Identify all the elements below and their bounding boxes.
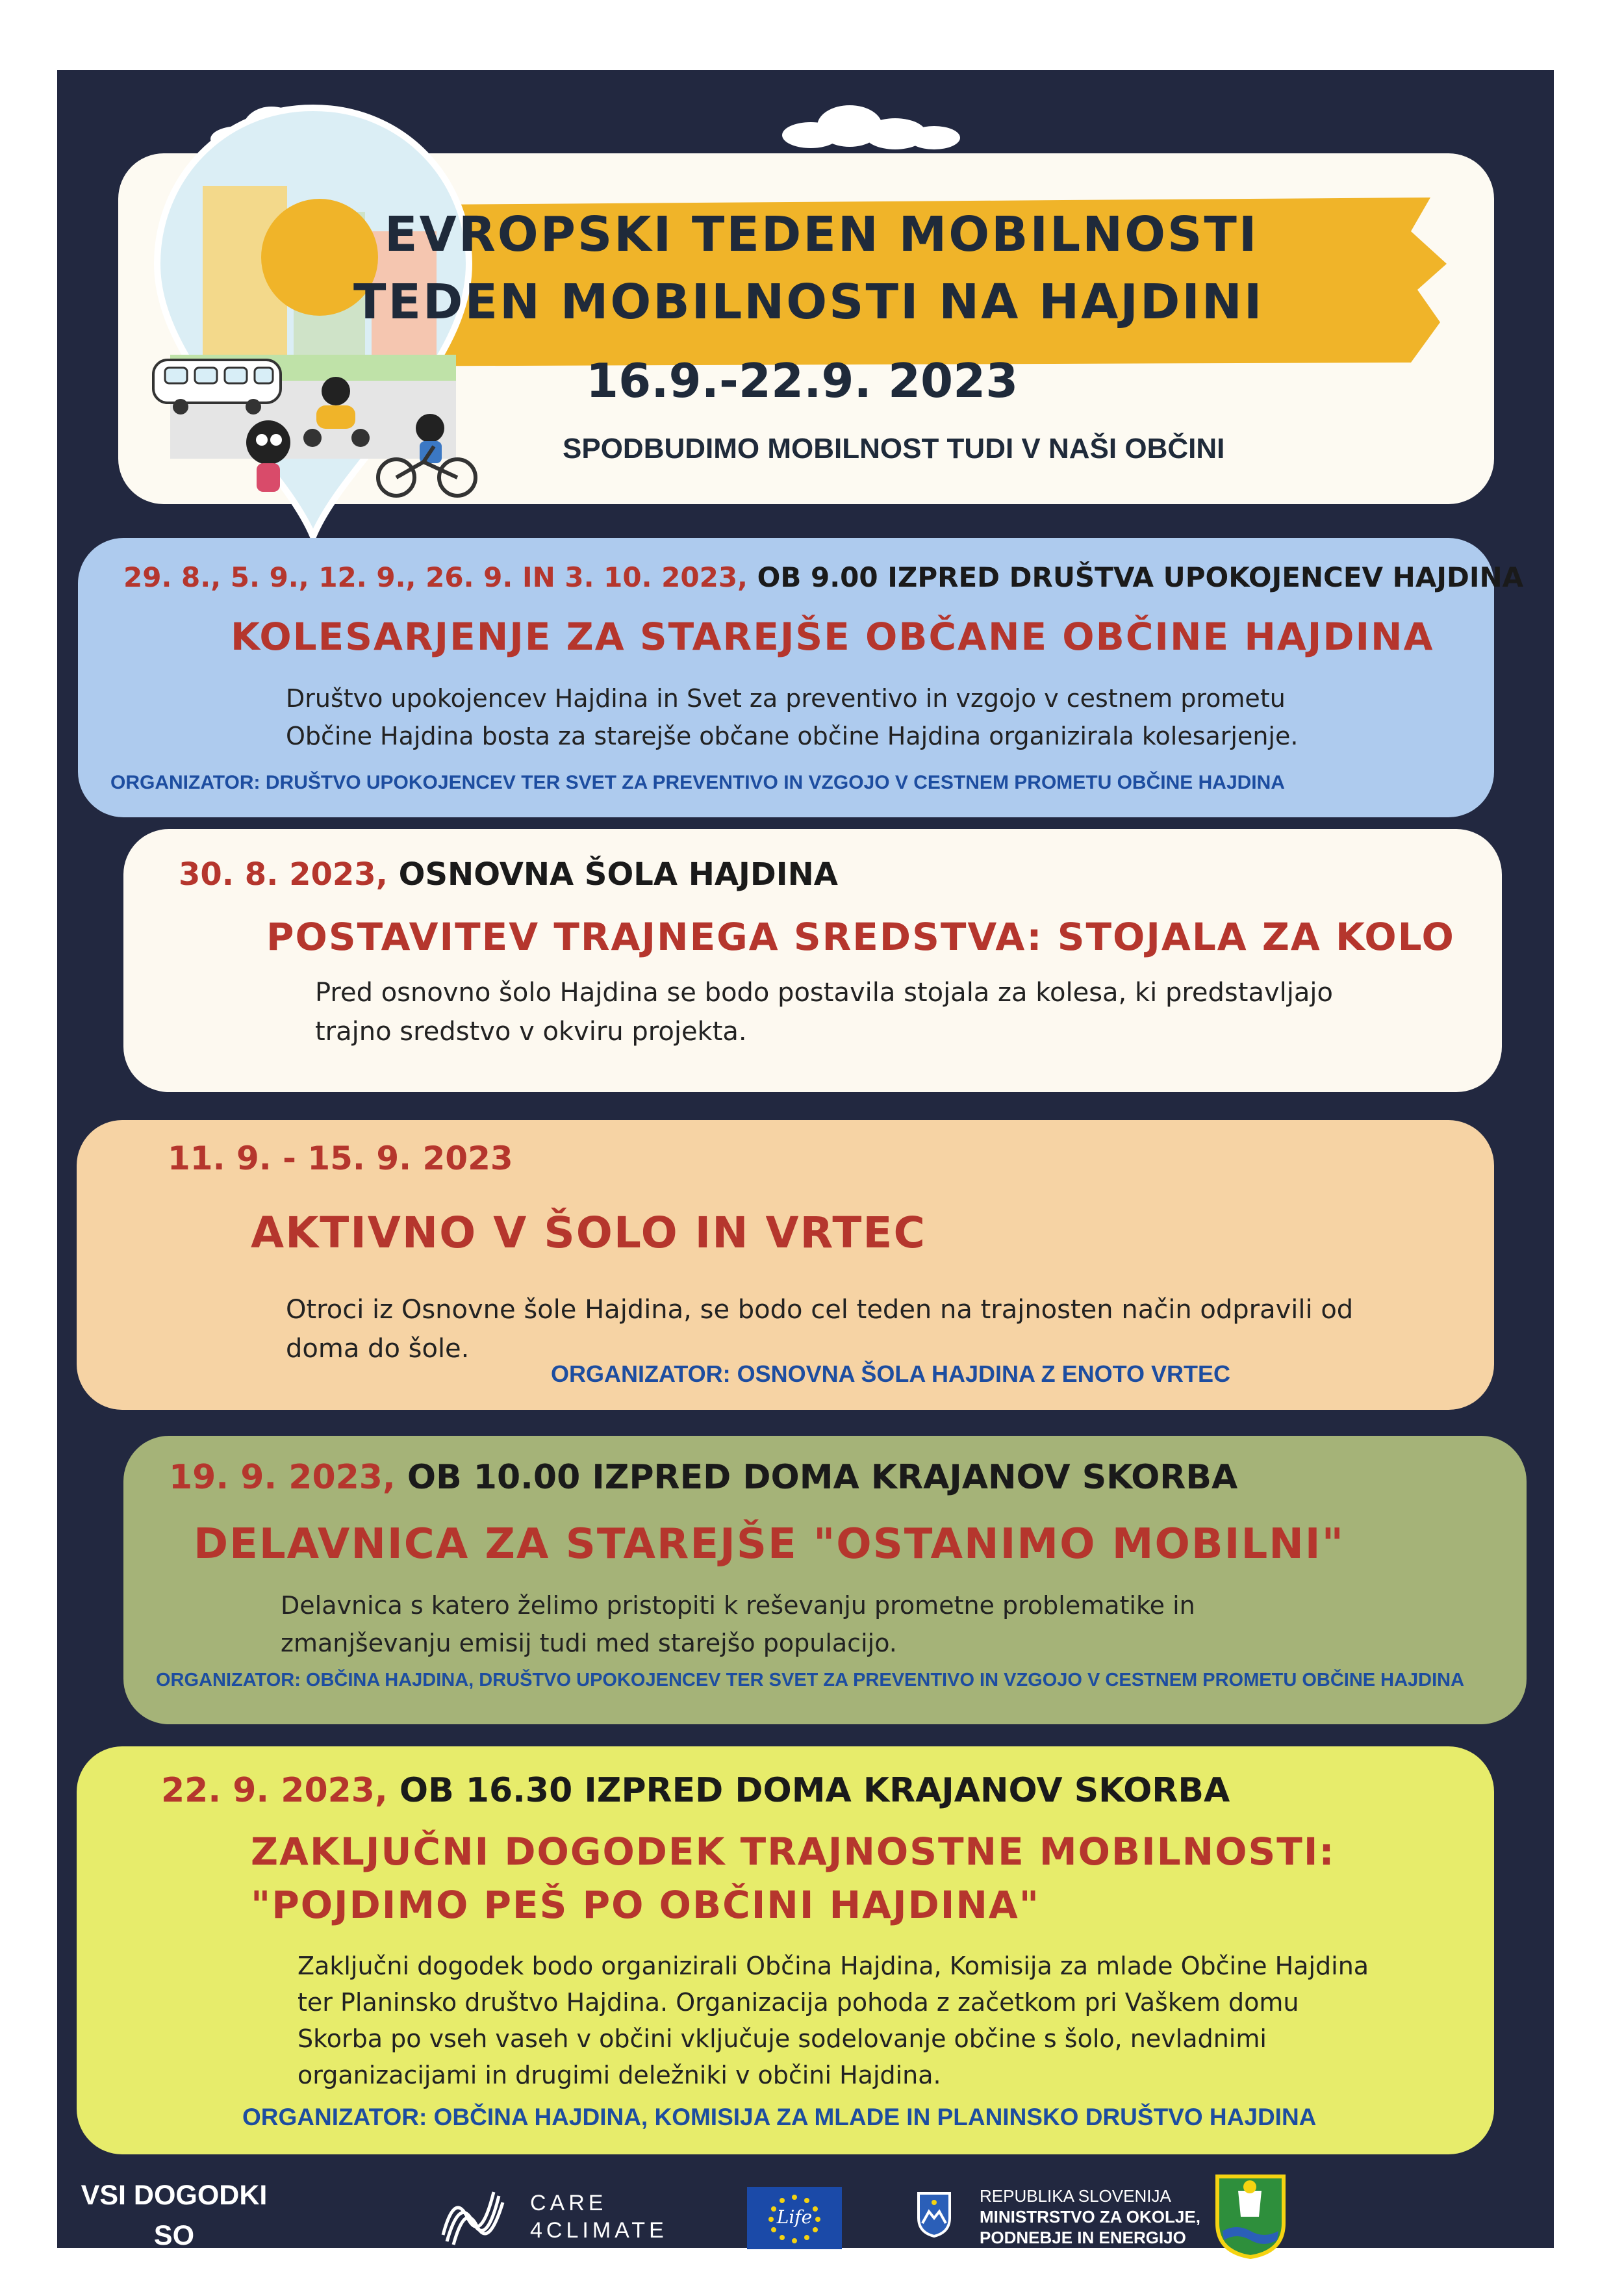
free-notice-line2: BREZPLAČNI bbox=[84, 2260, 264, 2291]
bus-icon bbox=[149, 355, 286, 416]
header-title-line2: TEDEN MOBILNOSTI NA HAJDINI bbox=[353, 274, 1264, 330]
event-header bbox=[123, 561, 1523, 593]
event-date: 22. 9. 2023, bbox=[161, 1771, 388, 1810]
care4climate-text bbox=[530, 2189, 668, 2244]
event-location: OB 9.00 IZPRED DRUŠTVA UPOKOJENCEV HAJDINA bbox=[757, 561, 1524, 593]
event-description bbox=[315, 973, 1333, 1051]
life-label: Life bbox=[776, 2206, 813, 2228]
bicycle-icon bbox=[372, 410, 482, 501]
care4climate-line1: CARE bbox=[530, 2191, 607, 2215]
event-card-bike-racks bbox=[123, 829, 1502, 1092]
event-header bbox=[161, 1771, 1230, 1810]
event-header bbox=[179, 856, 838, 893]
poster bbox=[57, 70, 1554, 2291]
description-line: zmanjševanju emisij tudi med starejšo populacijo. bbox=[281, 1629, 897, 1657]
slovenia-coat-of-arms-icon bbox=[915, 2189, 954, 2239]
ministry-text bbox=[980, 2186, 1200, 2248]
header-title-line1: EVROPSKI TEDEN MOBILNOSTI bbox=[385, 207, 1259, 262]
care4climate-logo-icon bbox=[440, 2183, 512, 2254]
event-card-final-event bbox=[77, 1746, 1494, 2154]
event-organizer: ORGANIZATOR: OSNOVNA ŠOLA HAJDINA Z ENOTO VRTEC bbox=[551, 1360, 1231, 1387]
event-description bbox=[286, 680, 1298, 755]
header-dates: 16.9.-22.9. 2023 bbox=[586, 353, 1019, 408]
event-date: 29. 8., 5. 9., 12. 9., 26. 9. IN 3. 10. 2023, bbox=[123, 561, 748, 593]
cloud-icon bbox=[772, 99, 967, 151]
event-title: DELAVNICA ZA STAREJŠE "OSTANIMO MOBILNI" bbox=[194, 1520, 1345, 1568]
header-card bbox=[118, 153, 1494, 504]
description-line: doma do šole. bbox=[286, 1334, 470, 1364]
event-card-workshop bbox=[123, 1436, 1527, 1724]
eu-life-logo bbox=[747, 2187, 842, 2249]
hajdina-coat-of-arms-icon bbox=[1212, 2171, 1289, 2261]
event-card-cycling bbox=[78, 538, 1524, 817]
free-notice bbox=[57, 2175, 291, 2296]
event-title: AKTIVNO V ŠOLO IN VRTEC bbox=[251, 1208, 926, 1258]
event-location: OB 16.30 IZPRED DOMA KRAJANOV SKORBA bbox=[399, 1771, 1230, 1810]
ministry-line1: REPUBLIKA SLOVENIJA bbox=[980, 2186, 1171, 2206]
description-line: Delavnica s katero želimo pristopiti k reševanju prometne problematike in bbox=[281, 1591, 1195, 1620]
event-location: OB 10.00 IZPRED DOMA KRAJANOV SKORBA bbox=[407, 1458, 1238, 1497]
event-description bbox=[298, 1948, 1369, 2093]
event-date: 19. 9. 2023, bbox=[169, 1458, 396, 1497]
description-line: organizacijami in drugimi deležniki v občini Hajdina. bbox=[298, 2061, 941, 2089]
ministry-line2: MINISTRSTVO ZA OKOLJE, bbox=[980, 2207, 1200, 2226]
event-card-active-school bbox=[77, 1120, 1494, 1410]
event-organizer: ORGANIZATOR: OBČINA HAJDINA, KOMISIJA ZA MLADE IN PLANINSKO DRUŠTVO HAJDINA bbox=[242, 2104, 1317, 2130]
event-organizer: ORGANIZATOR: OBČINA HAJDINA, DRUŠTVO UPOKOJENCEV TER SVET ZA PREVENTIVO IN VZGOJO V CESTNEM PROMETU OBČINE HAJDINA bbox=[156, 1670, 1465, 1690]
event-title: KOLESARJENJE ZA STAREJŠE OBČANE OBČINE HAJDINA bbox=[231, 615, 1434, 659]
event-location: OSNOVNA ŠOLA HAJDINA bbox=[398, 856, 838, 893]
event-date: 30. 8. 2023, bbox=[179, 856, 388, 893]
event-title-line1: ZAKLJUČNI DOGODEK TRAJNOSTNE MOBILNOSTI: bbox=[251, 1830, 1336, 1874]
event-title-line2: "POJDIMO PEŠ PO OBČINI HAJDINA" bbox=[251, 1883, 1041, 1927]
description-line: Društvo upokojencev Hajdina in Svet za preventivo in vzgojo v cestnem prometu bbox=[286, 684, 1286, 713]
event-header bbox=[169, 1458, 1237, 1497]
description-line: Otroci iz Osnovne šole Hajdina, se bodo cel teden na trajnosten način odpravili od bbox=[286, 1295, 1354, 1325]
ministry-line3: PODNEBJE IN ENERGIJO bbox=[980, 2228, 1186, 2247]
event-description bbox=[281, 1587, 1195, 1662]
event-description bbox=[286, 1290, 1353, 1368]
description-line: Skorba po vseh vaseh v občini vključuje sodelovanje občine s šolo, nevladnimi bbox=[298, 2024, 1267, 2053]
event-organizer: ORGANIZATOR: DRUŠTVO UPOKOJENCEV TER SVET ZA PREVENTIVO IN VZGOJO V CESTNEM PROMETU OBČINE HAJDINA bbox=[110, 772, 1285, 793]
description-line: ter Planinsko društvo Hajdina. Organizacija pohoda z začetkom pri Vaškem domu bbox=[298, 1988, 1299, 2017]
description-line: Občine Hajdina bosta za starejše občane občine Hajdina organizirala kolesarjenje. bbox=[286, 722, 1299, 750]
description-line: trajno sredstvo v okviru projekta. bbox=[315, 1017, 747, 1047]
description-line: Pred osnovno šolo Hajdina se bodo postavila stojala za kolesa, ki predstavljajo bbox=[315, 978, 1333, 1008]
event-header bbox=[168, 1140, 513, 1177]
walker-icon bbox=[232, 416, 303, 501]
scooter-icon bbox=[290, 374, 381, 452]
event-date: 11. 9. - 15. 9. 2023 bbox=[168, 1140, 513, 1177]
header-subtitle: SPODBUDIMO MOBILNOST TUDI V NAŠI OBČINI bbox=[563, 433, 1225, 465]
event-title: POSTAVITEV TRAJNEGA SREDSTVA: STOJALA ZA KOLO bbox=[266, 915, 1455, 959]
free-notice-line1: VSI DOGODKI SO bbox=[81, 2180, 268, 2251]
care4climate-line2: 4CLIMATE bbox=[530, 2218, 668, 2243]
description-line: Zaključni dogodek bodo organizirali Občina Hajdina, Komisija za mlade Občine Hajdina bbox=[298, 1952, 1369, 1980]
